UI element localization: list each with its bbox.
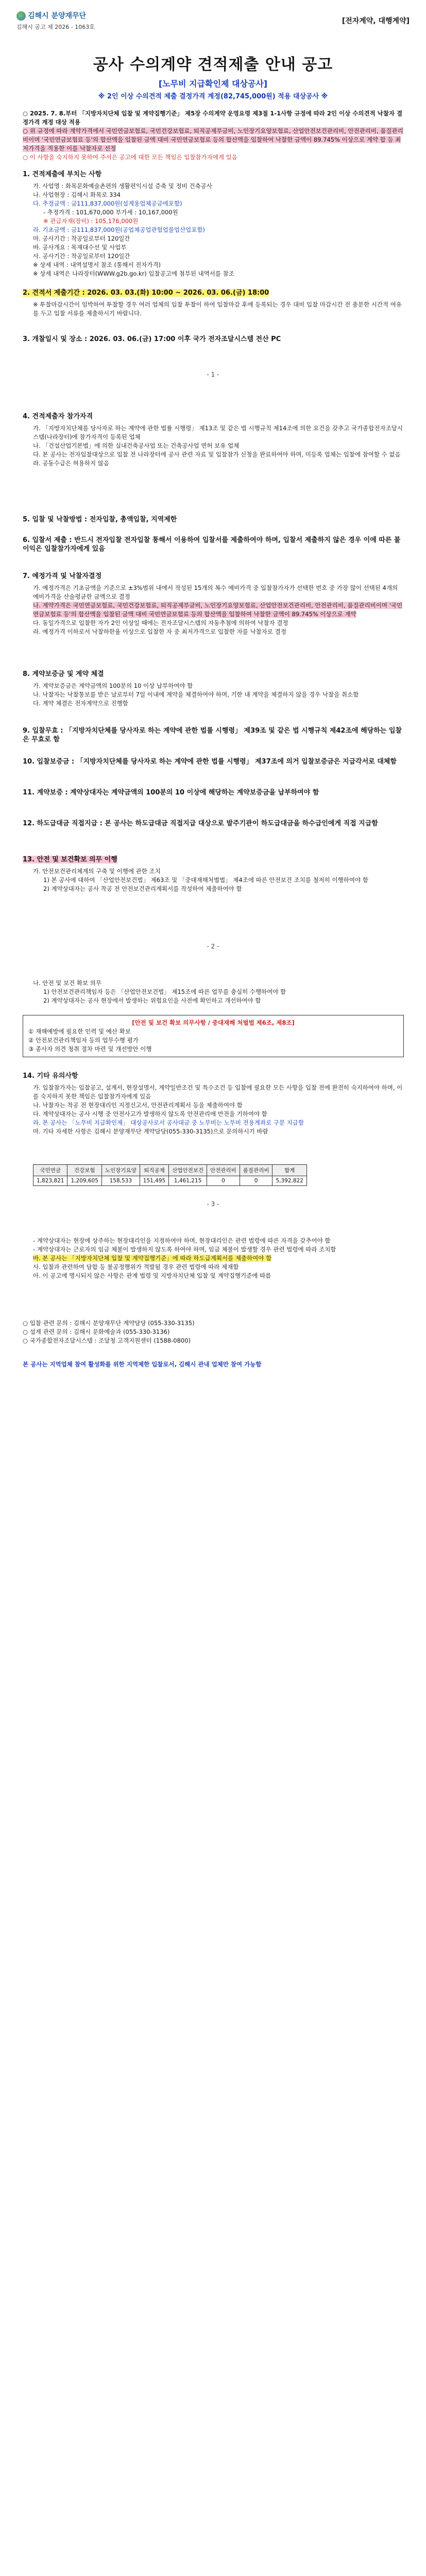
section-line: 나. 안전 및 보건 확보 의무: [33, 979, 102, 987]
section-2: [23, 289, 404, 318]
contact-line: ○ 입찰 관련 문의 : 김해시 분양재무단 계약담당 (055-330-3135): [23, 1319, 195, 1327]
document-header: [11, 8, 415, 31]
table-header-cell: 합계: [272, 1165, 306, 1176]
section-heading: 12. 하도급대금 직접지급 : 본 공사는 하도급대금 직접지급 대상으로 발주기관이 하도급대금을 하수급인에게 직접 지급함: [23, 820, 378, 827]
section-line: 2) 계약상대자는 공사 착공 전 안전보건관리계획서를 작성하여 제출하여야 함: [43, 885, 242, 892]
org-logo-icon: [16, 11, 26, 21]
section-10: [23, 757, 404, 769]
section-line: 가. 안전보건관리체계의 구축 및 이행에 관한 조치: [33, 868, 161, 875]
table-cell: 0: [207, 1176, 240, 1186]
section-line: ※ 상세 내역은 나라장터(WWW.g2b.go.kr) 입찰공고에 첨부된 내역서를 참조: [33, 270, 234, 277]
section-line: 가. 예정가격은 기초금액을 기준으로 ±3%범위 내에서 작성된 15개의 복수 예비가격 중 입찰참가자가 선택한 번호 중 가장 많이 선택된 4개의 예비가격을 산술평균한 금액으로 결정: [33, 584, 398, 600]
section-line: 2) 계약상대자는 공사 현장에서 발생하는 위험요인을 사전에 확인하고 개선하여야 함: [43, 997, 261, 1004]
table-cell: 5,392,822: [272, 1176, 306, 1186]
final-note-text: 본 공사는 지역업체 참여 활성화를 위한 지역제한 입찰로서, 김해시 관내 업체만 참여 가능함: [23, 1361, 262, 1368]
page-title: 공사 수의계약 견적제출 안내 공고: [93, 56, 333, 74]
section-heading: 10. 입찰보증금 : 「지방자치단체를 당사자로 하는 계약에 관한 법률 시행령」 제37조에 의거 입찰보증금은 지급각서로 대체함: [23, 758, 397, 766]
section-line: - 계약상대자는 근로자의 임금 체불이 발생하지 않도록 하여야 하며, 임금 체불이 발생할 경우 관련 법령에 따라 조치함: [33, 1246, 336, 1253]
table-header-cell: 품질관리비: [240, 1165, 272, 1176]
page-subtitle: [노무비 지급확인제 대상공사]: [158, 79, 268, 89]
section-line: 가. 계약보증금은 계약금액의 100분의 10 이상 납부하여야 함: [33, 682, 193, 689]
section-line: 사. 공사기간 : 착공일로부터 120일간: [33, 252, 130, 260]
table-cell: 158,533: [101, 1176, 140, 1186]
section-3: [23, 335, 404, 347]
org-logo-text: 김해시 분양재무단: [28, 12, 87, 20]
section-line: 라. 본 공사는 「노무비 지급확인제」 대상공사로서 공사대금 중 노무비는 노무비 전용계좌로 구분 지급함: [33, 1119, 304, 1126]
section-line: 나. 낙찰자는 낙찰통보를 받은 날로부터 7일 이내에 계약을 체결하여야 하며, 기한 내 계약을 체결하지 않을 경우 낙찰을 취소함: [33, 691, 359, 698]
intro-line: ○ 이 사항을 숙지하지 못하여 주셔은 공고에 대한 모든 책임은 입찰참가자에게 있음: [23, 154, 237, 161]
page-subtitle-note: ※ 2인 이상 수의견적 제출 결정가격 계정(82,745,000원) 적용 대상공사 ※: [98, 93, 328, 100]
section-line: 나. 낙찰자는 착공 전 현장대리인 지정신고서, 안전관리계획서 등을 제출하여야 함: [33, 1101, 243, 1109]
section-heading: 1. 견적제출에 부치는 사항: [23, 171, 102, 178]
section-5: [23, 515, 404, 527]
table-header-cell: 산업안전보건: [169, 1165, 207, 1176]
intro-line: [23, 127, 404, 153]
section-9: [23, 726, 404, 747]
notice-title: [안전 및 보건 확보 의무사항 / 중대재해 처벌법 제6조, 제8조]: [132, 1019, 295, 1026]
notice-line: ① 재해예방에 필요한 인력 및 예산 확보: [28, 1028, 131, 1035]
intro-line: ○ 2025. 7. 8.부터 「지방자치단체 입찰 및 계약집행기준」 제5장 수의계약 운영요령 제3절 1-1사항 규정에 따라 2인 이상 수의견적 낙찰자 결정가격 계정 대상 적용: [23, 110, 403, 126]
section-line: 다. 계약 체결은 전자계약으로 진행함: [33, 700, 128, 707]
section-line: 다. 본 공사는 전자입찰대상으로 입찰 전 나라장터에 공사 관련 자료 및 입찰참가 신청을 완료하여야 하며, 미등록 업체는 입찰에 참여할 수 없음: [33, 451, 401, 458]
section-heading: [23, 855, 404, 864]
section-line: 라. 공동수급은 허용하지 않음: [33, 460, 109, 467]
table-header-cell: 퇴직공제: [140, 1165, 168, 1176]
final-note: [23, 1360, 404, 1369]
section-line: 바. 공사개요 : 목재대수선 및 사업부: [33, 244, 127, 251]
section-heading: 5. 입찰 및 낙찰방법 : 전자입찰, 총액입찰, 지역제한: [23, 516, 177, 523]
section-line: [23, 1254, 404, 1263]
section-13: [23, 855, 404, 893]
section-heading: 14. 기타 유의사항: [23, 1072, 78, 1080]
section-line-highlight: 나. 계약가격은 국민연금보험료, 국민건강보험료, 퇴직공제부금비, 노인장기요양보험료, 산업안전보건관리비, 안전관리비, 품질관리비이며 '국민연금보험료 등'의 합산액을 입찰된 금액 대비 국민연금보험료 등의 합산액을 입찰하여 낙찰한 금액이 89.745% 이상으로 계약: [33, 602, 403, 618]
section-line: - 계약상대자는 현장에 상주하는 현장대리인을 지정하여야 하며, 현장대리인은 관련 법령에 따른 자격을 갖추어야 함: [33, 1237, 331, 1244]
section-line: 마. 기타 자세한 사항은 김해시 분양재무단 계약담당(055-330-3135)으로 문의하시기 바람: [33, 1128, 268, 1135]
section-line-highlight: 바. 본 공사는 「지방자치단체 입찰 및 계약집행기준」에 따라 하도급계획서를 제출하여야 함: [33, 1255, 272, 1262]
section-heading: [23, 289, 404, 297]
section-6: [23, 536, 404, 556]
table-cell: 151,495: [140, 1176, 168, 1186]
section-heading: 8. 계약보증금 및 계약 체결: [23, 670, 104, 678]
section-heading: 3. 개찰일시 및 장소 : 2026. 03. 06.(금) 17:00 이후 국가 전자조달시스템 전산 PC: [23, 335, 281, 343]
section-14-continued: [23, 1236, 404, 1280]
contact-line: ○ 국가종합전자조달시스템 : 조달청 고객지원센터 (1588-0800): [23, 1337, 191, 1344]
section-line: 가. 입찰참가자는 입찰공고, 설계서, 현장설명서, 계약일반조건 및 특수조건 등 입찰에 필요한 모든 사항을 입찰 전에 완전히 숙지하여야 하며, 이를 숙지하지 못한 책임은 입찰참가자에게 있음: [33, 1084, 403, 1100]
section-heading: 4. 견적제출자 참가자격: [23, 413, 93, 420]
contacts: [23, 1319, 404, 1345]
table-header-cell: 국민연금: [33, 1165, 67, 1176]
section-14: [23, 1072, 404, 1136]
section-line: [23, 601, 404, 619]
section-line: ※ 관급자재(장비) : 105,176,000원: [43, 217, 139, 225]
section-13-continued: [23, 979, 404, 1005]
table-header-cell: 건강보험: [67, 1165, 101, 1176]
safety-notice-box: [23, 1015, 404, 1057]
table-cell: 1,823,821: [33, 1176, 67, 1186]
section-11: [23, 788, 404, 800]
table-header-cell: 안전관리비: [207, 1165, 240, 1176]
section-heading: 11. 계약보증 : 계약상대자는 계약금액의 100분의 10 이상에 해당하는 계약보증금을 납부하여야 함: [23, 789, 319, 796]
section-line: ※ 상세 내역 : 내역설명서 참조 (통해서 전자가격): [33, 261, 161, 268]
section-line: 가. 「지방자치단체를 당사자로 하는 계약에 관한 법률 시행령」 제13조 및 같은 법 시행규칙 제14조에 의한 요건을 갖추고 국가종합전자조달시스템(나라장터)에 참가자격이 등록된 업체: [33, 425, 403, 440]
section-12: [23, 819, 404, 831]
section-line: 사. 입찰과 관련하여 담합 등 불공정행위가 적발될 경우 관련 법령에 따라 제재함: [33, 1263, 239, 1270]
section-line: - 추정가격 : 101,670,000 부가세 : 10,167,000원: [43, 209, 178, 216]
doc-number: 김해시 공고 제 2026 - 1063호: [16, 24, 95, 30]
section-8: [23, 670, 404, 708]
table-row: [33, 1176, 307, 1186]
org-logo: [16, 10, 86, 21]
section-line: ※ 투찰마감시간이 임박하여 투찰할 경우 여러 업체의 입찰 투찰이 하여 입찰마감 후에 등록되는 경우 대비 입찰 마감시간 전 충분한 시간적 여유를 두고 입찰 서류를 제출하시기 바랍니다.: [33, 301, 402, 317]
page-number: - 3 -: [207, 1200, 219, 1208]
section-line: 라. 기초금액 : 금111,837,000원(공업체공업관험업물업산업포함): [33, 226, 205, 233]
section-heading: 7. 예정가격 및 낙찰자결정: [23, 572, 102, 580]
contact-line: ○ 설계 관련 문의 : 김해시 문화예술과 (055-330-3136): [23, 1328, 170, 1335]
page-number: - 1 -: [207, 371, 219, 378]
section-line: 나. 사업현장 : 김해시 화목로 334: [33, 191, 121, 198]
section-line: 마. 공사기간 : 착공일로부터 120일간: [33, 235, 130, 242]
section-heading-highlight: 2. 견적서 제출기간 : 2026. 03. 03.(화) 10:00 ~ 2026. 03. 06.(금) 18:00: [23, 289, 269, 297]
section-line: 라. 예정가격 이하로서 낙찰하한율 이상으로 입찰한 자 중 최저가격으로 입찰한 자를 낙찰자로 결정: [33, 628, 286, 635]
table-cell: 1,461,215: [169, 1176, 207, 1186]
table-header-cell: 노인장기요양: [101, 1165, 140, 1176]
section-line: 아. 이 공고에 명시되지 않은 사항은 관계 법령 및 지방자치단체 입찰 및 계약집행기준에 따름: [33, 1272, 271, 1279]
table-cell: 1,209,605: [67, 1176, 101, 1186]
page-number: - 2 -: [207, 943, 219, 950]
section-line: 다. 계약상대자는 공사 시행 중 안전사고가 발생하지 않도록 안전관리에 만전을 기하여야 함: [33, 1110, 267, 1117]
section-heading: 6. 입찰서 제출 : 반드시 전자입찰 전자입찰 통해서 이용하여 입찰서를 제출하여야 하며, 입찰서 제출하지 않은 경우 이에 따른 불이익은 입찰참가자에게 있음: [23, 536, 401, 553]
notice-line: ② 안전보건관리책임자 등의 업무수행 평가: [28, 1037, 139, 1044]
section-line: 나. 「건설산업기본법」에 의한 실내건축공사업 또는 건축공사업 면허 보유 업체: [33, 442, 240, 449]
insurance-table: [33, 1164, 307, 1186]
section-heading: 9. 입찰무효 : 「지방자치단체를 당사자로 하는 계약에 관한 법률 시행령」 제39조 및 같은 법 시행규칙 제42조에 해당하는 입찰은 무효로 함: [23, 727, 402, 743]
intro-notes: [23, 109, 404, 162]
section-line: 1) 본 공사에 대하여 「산업안전보건법」 제63조 및 「중대재해처벌법」 제4조에 따른 안전보건 조치를 철저히 이행하여야 함: [43, 876, 368, 884]
notice-line: ③ 종사자 의견 청취 절차 마련 및 개선방안 이행: [28, 1045, 152, 1053]
insurance-table-wrapper: [33, 1164, 307, 1186]
section-line: 다. 동일가격으로 입찰한 자가 2인 이상일 때에는 전자조달시스템의 자동추첨에 의하여 낙찰자 결정: [33, 619, 288, 626]
table-cell: 0: [240, 1176, 272, 1186]
section-heading-highlight: 13. 안전 및 보건확보 의무 이행: [23, 856, 117, 863]
section-line: 가. 사업명 : 화목문화예술촌편의 생활편익시설 증축 및 정비 건축공사: [33, 182, 212, 190]
intro-line-highlight: ○ 위 규정에 따라 계약가격에서 국민연금보험료, 국민건강보험료, 퇴직공제부금비, 노인장기요양보험료, 산업안전보건관리비, 안전관리비, 품질관리비이며 '국민연금보험료 등'의 합산액을 입찰된 금액 대비 국민연금보험료 등의 합산액을 입찰하여 낙찰한 금액이 89.745% 이상으로 계약 합 등 최저가격을 적용한 이를 낙찰자로 선정: [23, 127, 403, 152]
section-line: 1) 안전보건관리책임자 등은 「산업안전보건법」 제15조에 따른 업무를 충실히 수행하여야 함: [43, 988, 286, 995]
section-1: [23, 170, 404, 278]
contract-type-badge: [전자계약, 대행계약]: [342, 17, 410, 25]
section-7: [23, 572, 404, 636]
section-line: 다. 추정금액 : 금111,837,000원(설계용업체공금에포함): [33, 200, 182, 207]
table-header-row: [33, 1165, 307, 1176]
section-4: [23, 412, 404, 468]
